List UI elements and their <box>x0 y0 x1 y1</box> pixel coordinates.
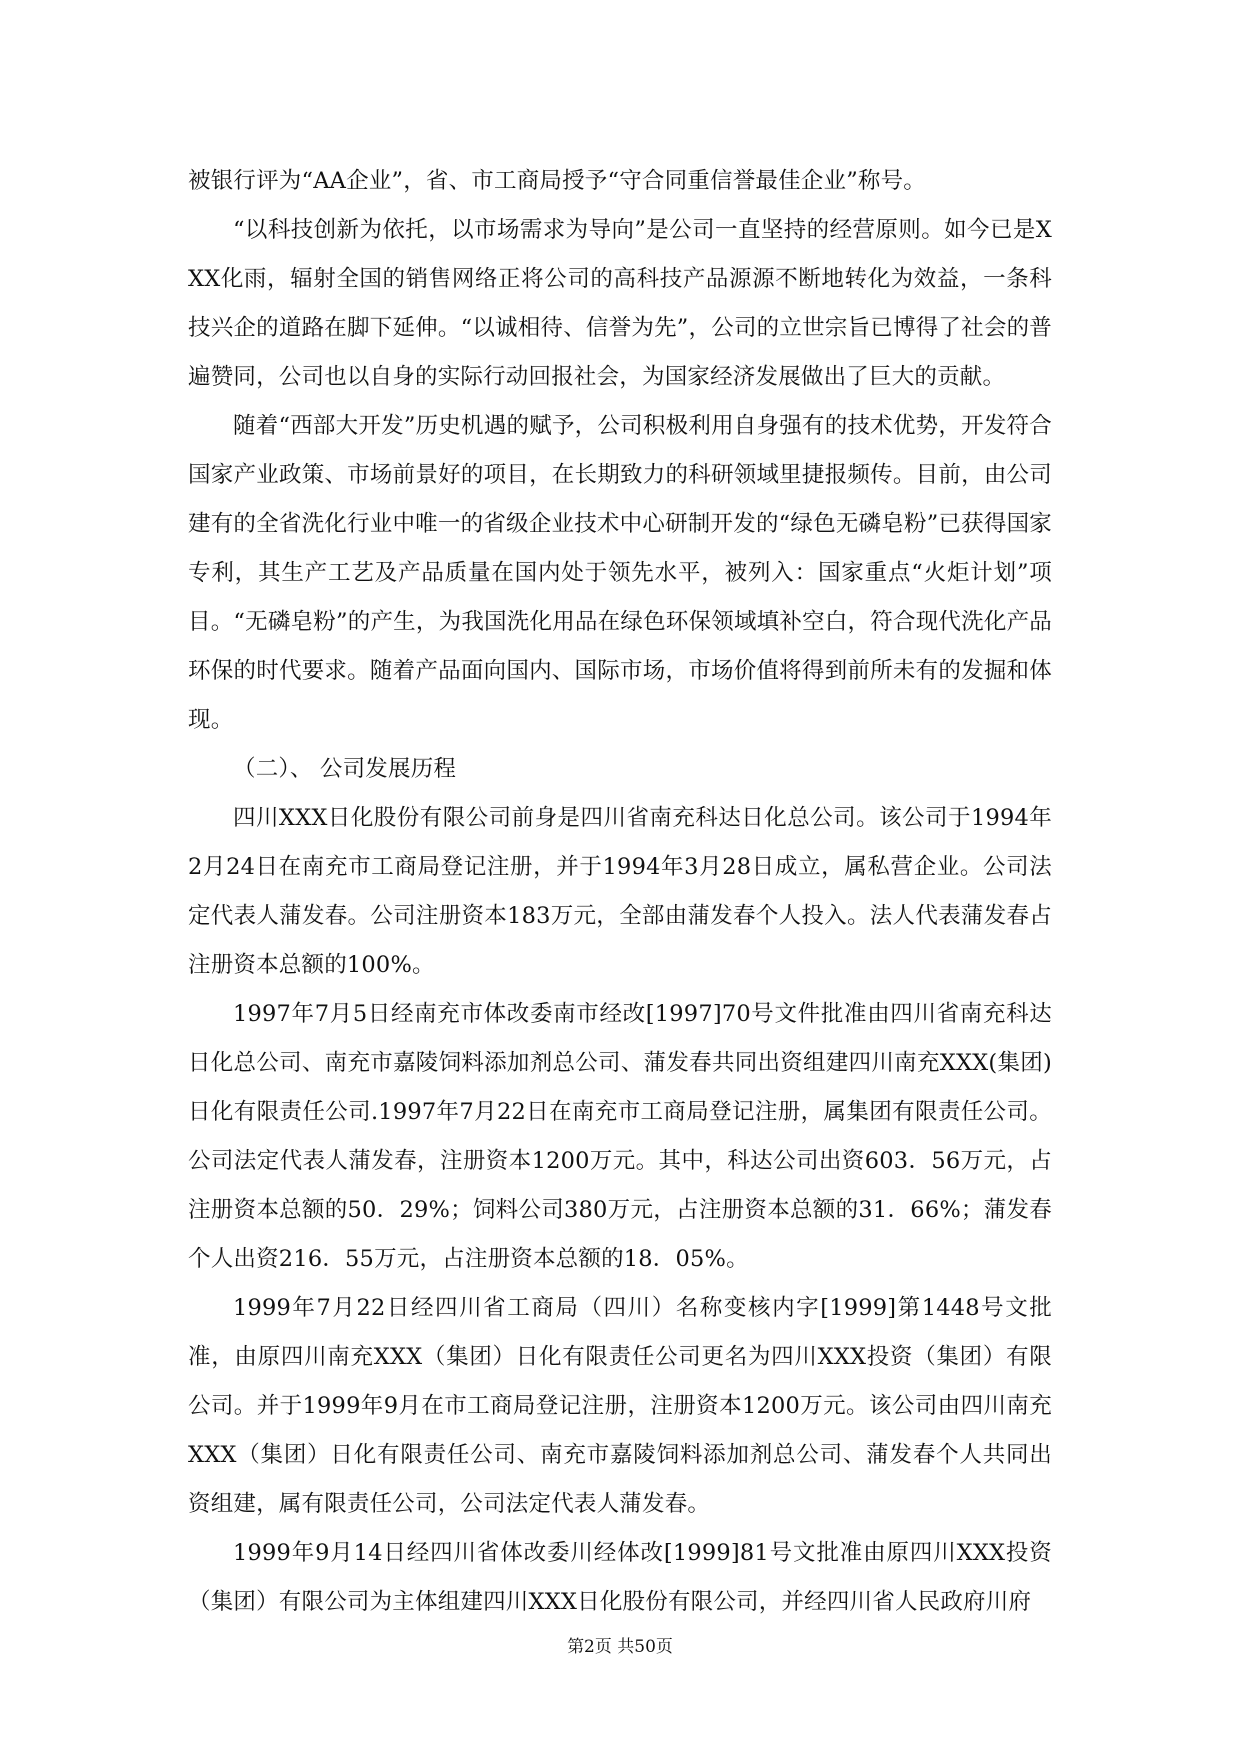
document-body <box>188 157 1052 1627</box>
paragraph-history-1999-rename: 1999年7月22日经四川省工商局（四川）名称变核内字[1999]第1448号文批准，由原四川南充XXX（集团）日化有限责任公司更名为四川XXX投资（集团）有限公司。并于1999年9月在市工商局登记注册，注册资本1200万元。该公司由四川南充XXX（集团）日化有限责任公司、南充市嘉陵饲料添加剂总公司、蒲发春个人共同出资组建，属有限责任公司，公司法定代表人蒲发春。 <box>188 1295 1052 1517</box>
paragraph-history-1999-restructure: 1999年9月14日经四川省体改委川经体改[1999]81号文批准由原四川XXX投资（集团）有限公司为主体组建四川XXX日化股份有限公司，并经四川省人民政府川府 <box>188 1540 1052 1615</box>
paragraph-history-1994: 四川XXX日化股份有限公司前身是四川省南充科达日化总公司。该公司于1994年2月24日在南充市工商局登记注册，并于1994年3月28日成立，属私营企业。公司法定代表人蒲发春。公司注册资本183万元，全部由蒲发春个人投入。法人代表蒲发春占注册资本总额的100%。 <box>188 805 1052 978</box>
paragraph-business-principle: “以科技创新为依托，以市场需求为导向”是公司一直坚持的经营原则。如今已是XXX化雨，辐射全国的销售网络正将公司的高科技产品源源不断地转化为效益，一条科技兴企的道路在脚下延伸。“以诚相待、信誉为先”，公司的立世宗旨已博得了社会的普遍赞同，公司也以自身的实际行动回报社会，为国家经济发展做出了巨大的贡献。 <box>188 217 1052 390</box>
paragraph-continuation: 被银行评为“AA企业”，省、市工商局授予“守合同重信誉最佳企业”称号。 <box>188 168 927 194</box>
paragraph-western-development: 随着“西部大开发”历史机遇的赋予，公司积极利用自身强有的技术优势，开发符合国家产业政策、市场前景好的项目，在长期致力的科研领域里捷报频传。目前，由公司建有的全省洗化行业中唯一的省级企业技术中心研制开发的“绿色无磷皂粉”已获得国家专利，其生产工艺及产品质量在国内处于领先水平，被列入：国家重点“火炬计划”项目。“无磷皂粉”的产生，为我国洗化用品在绿色环保领域填补空白，符合现代洗化产品环保的时代要求。随着产品面向国内、国际市场，市场价值将得到前所未有的发掘和体现。 <box>188 413 1052 733</box>
section-heading-company-history: （二）、 公司发展历程 <box>233 756 457 782</box>
page-number-footer: 第2页 共50页 <box>567 1637 673 1657</box>
paragraph-history-1997: 1997年7月5日经南充市体改委南市经改[1997]70号文件批准由四川省南充科达日化总公司、南充市嘉陵饲料添加剂总公司、蒲发春共同出资组建四川南充XXX(集团)日化有限责任公司.1997年7月22日在南充市工商局登记注册，属集团有限责任公司。公司法定代表人蒲发春，注册资本1200万元。其中，科达公司出资603．56万元，占注册资本总额的50．29%；饲料公司380万元，占注册资本总额的31．66%；蒲发春个人出资216．55万元，占注册资本总额的18．05%。 <box>188 1001 1052 1272</box>
